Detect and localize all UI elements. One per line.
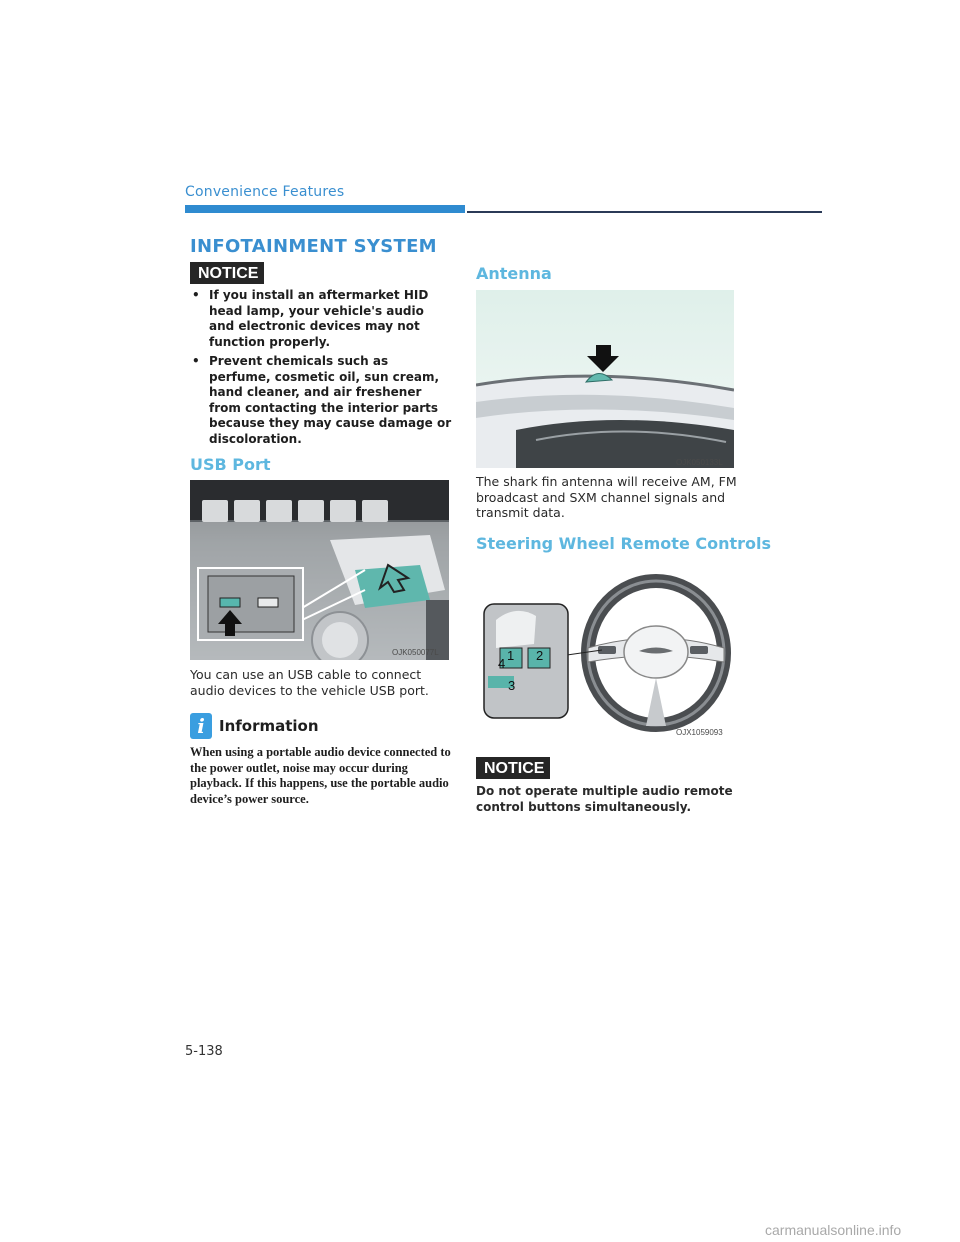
callout-3: 3 <box>508 678 516 693</box>
usb-port-illustration <box>190 480 449 660</box>
usb-port-heading: USB Port <box>190 455 271 474</box>
info-text: When using a portable audio device connected to the power outlet, noise may occur during playback. If this happens, use the portable audio device’s power source. <box>190 745 451 806</box>
info-icon: i <box>190 713 212 739</box>
watermark: carmanualsonline.info <box>765 1222 902 1238</box>
antenna-figure-code: OJK050133L <box>676 458 723 467</box>
notice-badge: NOTICE <box>190 262 264 284</box>
notice-item: • Prevent chemicals such as perfume, cosmetic oil, sun cream, hand cleaner, and air freshener from contacting the interior parts because they may cause damage or discoloration. <box>190 354 452 447</box>
info-heading <box>190 713 319 739</box>
antenna-illustration <box>476 290 734 468</box>
steering-illustration <box>476 558 734 736</box>
callout-1: 1 <box>507 648 515 663</box>
header-divider <box>467 211 822 213</box>
callout-4: 4 <box>498 656 506 671</box>
antenna-description: The shark fin antenna will receive AM, FM broadcast and SXM channel signals and transmit data. <box>476 474 737 520</box>
info-title: Information <box>219 717 319 735</box>
notice-badge-2: NOTICE <box>476 757 550 779</box>
notice-list <box>190 288 452 451</box>
usb-description: You can use an USB cable to connect audio devices to the vehicle USB port. <box>190 667 429 698</box>
header-accent-bar <box>185 205 465 213</box>
antenna-figure <box>476 290 734 468</box>
callout-2: 2 <box>536 648 544 663</box>
usb-port-figure <box>190 480 449 660</box>
steering-heading: Steering Wheel Remote Controls <box>476 534 772 553</box>
antenna-heading: Antenna <box>476 264 552 283</box>
steering-figure-code: OJX1059093 <box>676 728 723 737</box>
chapter-title: Convenience Features <box>185 184 345 200</box>
notice-item: • If you install an aftermarket HID head lamp, your vehicle's audio and electronic devices may not function properly. <box>190 288 452 350</box>
steering-figure <box>476 558 734 736</box>
section-title: INFOTAINMENT SYSTEM <box>190 236 437 257</box>
usb-figure-code: OJK050077L <box>392 648 439 657</box>
notice-text-2: Do not operate multiple audio remote control buttons simultaneously. <box>476 784 733 814</box>
page-number: 5-138 <box>185 1044 223 1059</box>
